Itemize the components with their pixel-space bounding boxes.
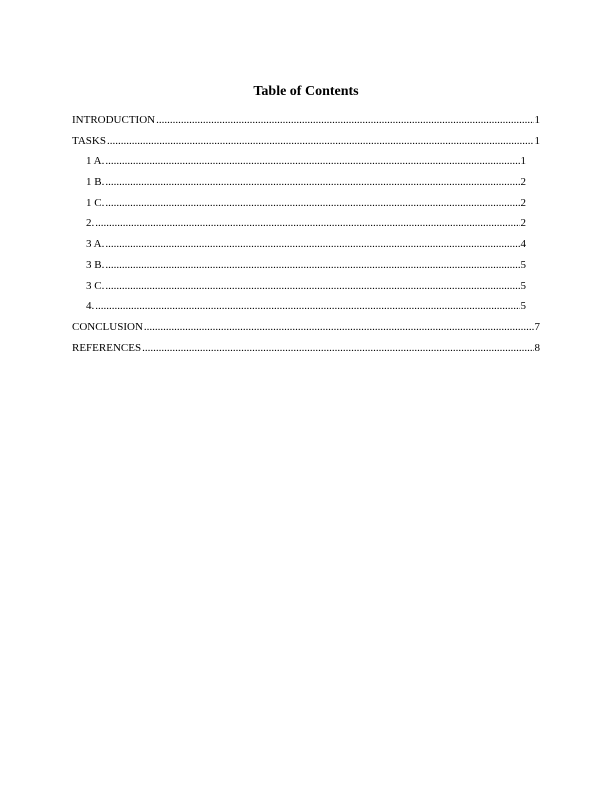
toc-entry-label: 1 C. <box>86 196 105 209</box>
dot-leader <box>95 300 519 313</box>
toc-entry-1c[interactable] <box>72 197 526 218</box>
toc-page-number: 1 <box>534 114 540 126</box>
dot-leader <box>105 280 519 293</box>
toc-list <box>72 114 540 362</box>
toc-entry-label: 1 B. <box>86 176 105 189</box>
toc-entry-label: 2. <box>86 217 95 230</box>
toc-page-number: 4 <box>520 238 526 251</box>
dot-leader <box>105 176 519 189</box>
toc-page-number: 1 <box>520 155 526 168</box>
toc-page-number: 7 <box>534 320 540 333</box>
toc-entry-conclusion[interactable] <box>72 321 540 342</box>
toc-entry-3c[interactable] <box>72 280 526 301</box>
toc-entry-label: 4. <box>86 300 95 313</box>
toc-page-number: 2 <box>520 196 526 209</box>
dot-leader <box>156 114 533 127</box>
toc-page-number: 2 <box>520 217 526 230</box>
toc-entry-label: 3 C. <box>86 279 105 292</box>
toc-entry-references[interactable] <box>72 342 540 363</box>
dot-leader <box>105 155 519 168</box>
toc-entry-tasks[interactable] <box>72 135 540 156</box>
toc-entry-label: 3 A. <box>86 238 105 251</box>
toc-page-number: 5 <box>520 258 526 271</box>
toc-entry-label: CONCLUSION <box>72 320 143 333</box>
toc-page-number: 8 <box>534 341 540 354</box>
toc-entry-label: 1 A. <box>86 155 105 168</box>
toc-page-number: 1 <box>534 134 540 147</box>
toc-title: Table of Contents <box>253 84 359 99</box>
dot-leader <box>144 321 534 334</box>
toc-page-number: 5 <box>520 300 526 313</box>
toc-entry-label: INTRODUCTION <box>72 114 156 126</box>
dot-leader <box>107 135 534 148</box>
dot-leader <box>105 238 519 251</box>
dot-leader <box>142 342 533 355</box>
toc-entry-3b[interactable] <box>72 259 526 280</box>
toc-entry-1a[interactable] <box>72 155 526 176</box>
dot-leader <box>105 197 519 210</box>
toc-entry-3a[interactable] <box>72 238 526 259</box>
toc-entry-label: REFERENCES <box>72 341 142 354</box>
toc-entry-1b[interactable] <box>72 176 526 197</box>
toc-page-number: 2 <box>520 176 526 189</box>
toc-entry-introduction[interactable] <box>72 114 540 135</box>
toc-entry-2[interactable] <box>72 217 526 238</box>
toc-entry-label: 3 B. <box>86 258 105 271</box>
dot-leader <box>105 259 519 272</box>
toc-entry-4[interactable] <box>72 300 526 321</box>
dot-leader <box>95 217 519 230</box>
toc-entry-label: TASKS <box>72 134 106 147</box>
toc-page-number: 5 <box>520 279 526 292</box>
